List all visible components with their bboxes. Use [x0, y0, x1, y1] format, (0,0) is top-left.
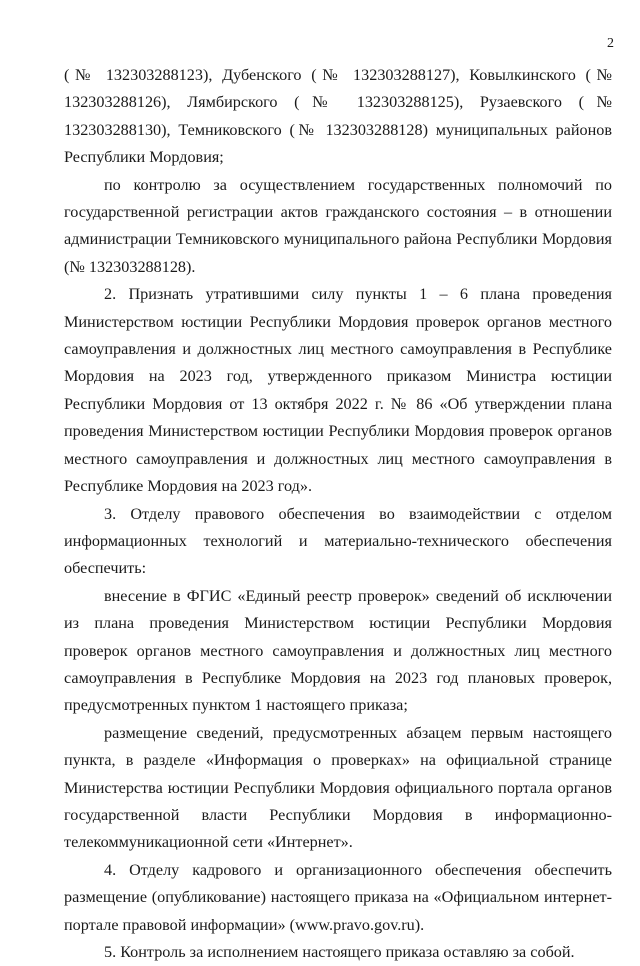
page-number: 2	[607, 36, 614, 51]
paragraph-civil-registration-control: по контролю за осуществлением государственных полномочий по государственной регистрации актов гражданского состояния – в отношении администрации Темниковского муниципального района Республики Мордовия (№ 132303288128).	[64, 175, 612, 276]
paragraph-item-2: 2. Признать утратившими силу пункты 1 – 6 плана проведения Министерством юстиции Республики Мордовия проверок органов местного самоуправления и должностных лиц местного самоуправления в Республике Мордовия на 2023 год, утвержденного приказом Министра юстиции Республики Мордовия от 13 октября 2022 г. № 86 «Об утверждении плана проведения Министерством юстиции Республики Мордовия проверок органов местного самоуправления и должностных лиц местного самоуправления в Республике Мордовия на 2023 год».	[64, 285, 612, 496]
paragraph-item-3: 3. Отделу правового обеспечения во взаимодействии с отделом информационных технологий и материально-технического обеспечения обеспечить:	[64, 504, 612, 578]
paragraph-item-3-publication: размещение сведений, предусмотренных абзацем первым настоящего пункта, в разделе «Информация о проверках» на официальной странице Министерства юстиции Республики Мордовия официального портала органов государственной власти Республики Мордовия в информационно-телекоммуникационной сети «Интернет».	[64, 723, 612, 852]
paragraph-item-3-registry: внесение в ФГИС «Единый реестр проверок» сведений об исключении из плана проведения Министерством юстиции Республики Мордовия проверок органов местного самоуправления и должностных лиц местного самоуправления в Республике Мордовия на 2023 год плановых проверок, предусмотренных пунктом 1 настоящего приказа;	[64, 586, 612, 715]
paragraph-item-5: 5. Контроль за исполнением настоящего приказа оставляю за собой.	[104, 943, 575, 961]
paragraph-item-4: 4. Отделу кадрового и организационного обеспечения обеспечить размещение (опубликование) настоящего приказа на «Официальном интернет-портале правовой информации» (www.pravo.gov.ru).	[64, 860, 612, 934]
document-body	[64, 62, 612, 966]
paragraph-districts-continuation: (№ 132303288123), Дубенского (№ 132303288127), Ковылкинского (№ 132303288126), Лямбирского (№ 132303288125), Рузаевского (№ 132303288130), Темниковского (№ 132303288128) муниципальных районов Республики Мордовия;	[64, 66, 612, 167]
